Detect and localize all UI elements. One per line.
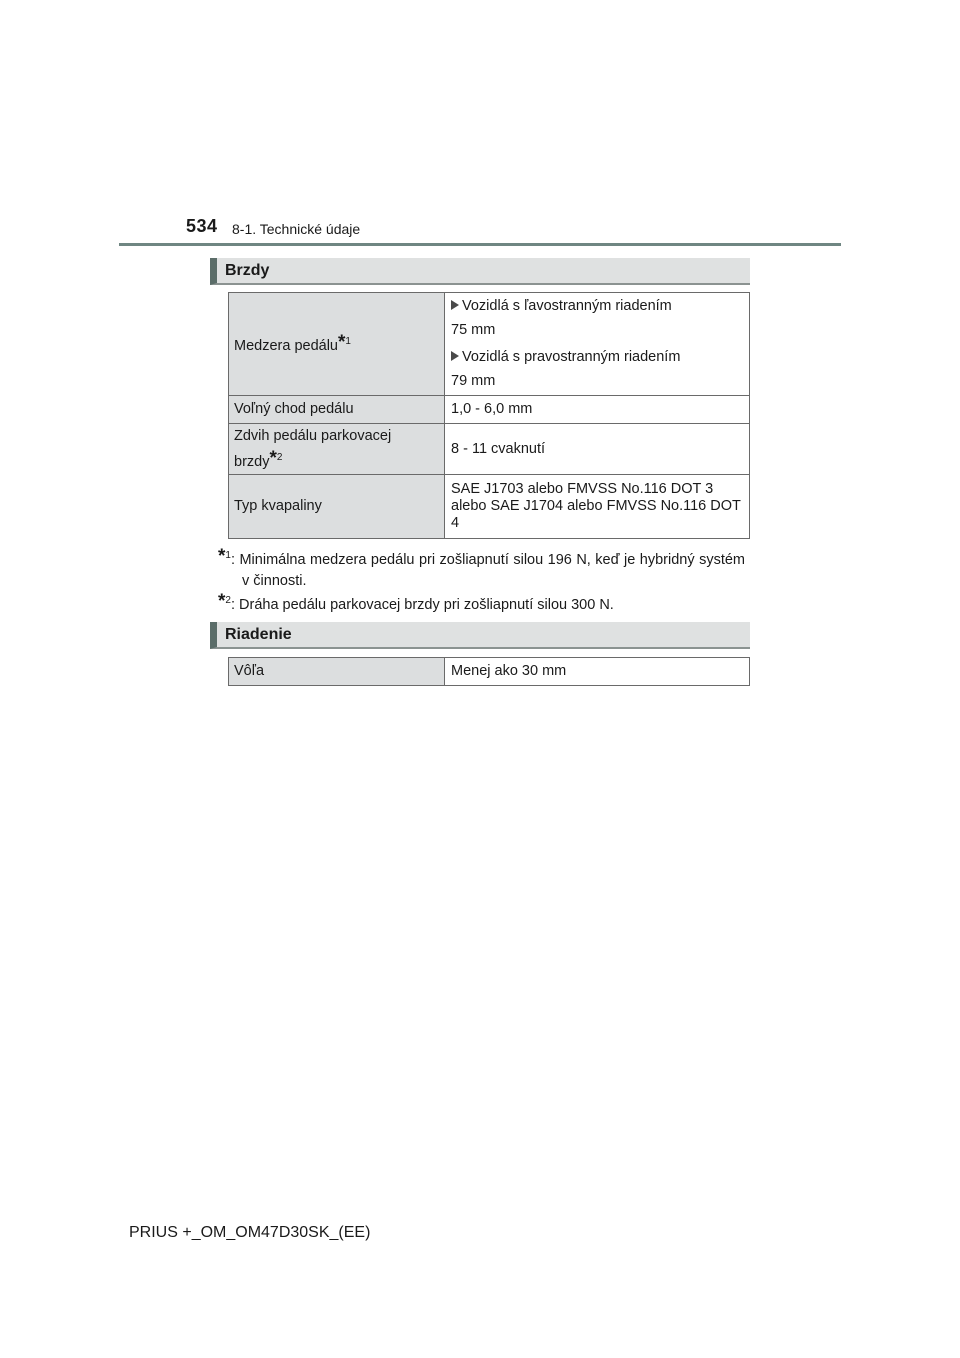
row-label: Vôľa xyxy=(229,658,445,686)
table-row xyxy=(229,396,750,424)
section-bar-brakes xyxy=(210,258,750,285)
page-number: 534 xyxy=(186,216,218,236)
row-value: SAE J1703 alebo FMVSS No.116 DOT 3 alebo SAE J1704 alebo FMVSS No.116 DOT 4 xyxy=(445,475,750,539)
footnote-mark: * xyxy=(218,545,226,567)
label-line xyxy=(234,447,439,473)
footnote-number: 2 xyxy=(276,451,283,463)
value-text: 79 mm xyxy=(451,373,496,389)
label-line: Zdvih pedálu parkovacej xyxy=(234,427,392,444)
label-text: brzdy xyxy=(234,453,270,470)
header-rule xyxy=(119,243,841,246)
footnote-number: 2 xyxy=(225,595,231,606)
row-label xyxy=(229,424,445,475)
value-text: 75 mm xyxy=(451,322,496,338)
section-title-steering: Riadenie xyxy=(225,626,292,643)
footnote-2 xyxy=(218,590,745,616)
row-value xyxy=(445,293,750,396)
footer-document-code: PRIUS +_OM_OM47D30SK_(EE) xyxy=(129,1224,371,1241)
footnote-mark: * xyxy=(269,447,277,469)
table-row xyxy=(229,424,750,475)
arrow-right-icon xyxy=(451,300,459,310)
section-reference: 8-1. Technické údaje xyxy=(232,221,361,237)
label-text: Medzera pedálu xyxy=(234,337,338,354)
table-row xyxy=(229,658,750,686)
value-line xyxy=(451,347,743,368)
value-line xyxy=(451,320,743,341)
row-value: Menej ako 30 mm xyxy=(445,658,750,686)
section-bar-steering xyxy=(210,622,750,649)
footnote-text: : Minimálna medzera pedálu pri zošliapnutí silou 196 N, keď je hybridný systém v činnosti. xyxy=(230,551,745,589)
row-value: 8 - 11 cvaknutí xyxy=(445,424,750,475)
section-title-brakes: Brzdy xyxy=(225,262,270,279)
arrow-right-icon xyxy=(451,351,459,361)
value-line xyxy=(451,296,743,317)
table-row xyxy=(229,293,750,396)
row-label: Voľný chod pedálu xyxy=(229,396,445,424)
value-text: Vozidlá s pravostranným riadením xyxy=(462,349,681,365)
footnote-mark: * xyxy=(338,331,346,353)
steering-table xyxy=(228,657,750,686)
footnote-text: : Dráha pedálu parkovacej brzdy pri zošliapnutí silou 300 N. xyxy=(230,596,614,613)
footnote-1 xyxy=(218,545,745,592)
footnote-number: 1 xyxy=(225,550,231,561)
brakes-table xyxy=(228,292,750,539)
row-label xyxy=(229,293,445,396)
table-row xyxy=(229,475,750,539)
footnote-number: 1 xyxy=(345,336,351,348)
value-line xyxy=(451,371,743,392)
row-label: Typ kvapaliny xyxy=(229,475,445,539)
row-value: 1,0 - 6,0 mm xyxy=(445,396,750,424)
footnote-mark: * xyxy=(218,590,226,612)
value-text: Vozidlá s ľavostranným riadením xyxy=(462,298,672,314)
